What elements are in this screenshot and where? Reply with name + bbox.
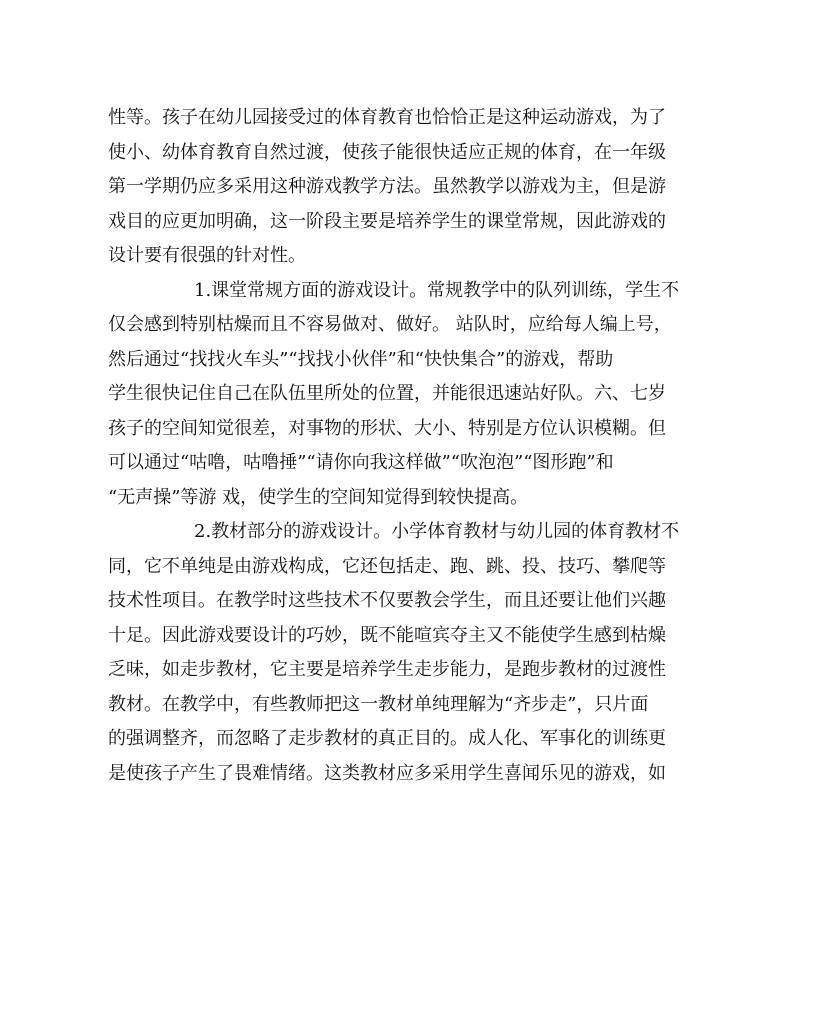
text-line: 教材。在教学中，有些教师把这一教材单纯理解为“齐步走”，只片面 (108, 693, 649, 715)
text-line: 学生很快记住自己在队伍里所处的位置，并能很迅速站好队。六、七岁 (108, 383, 666, 404)
text-line: “无声操”等游 戏，使学生的空间知觉得到较快提高。 (108, 486, 529, 508)
paragraph-3 (108, 515, 710, 791)
text-line: 的强调整齐，而忽略了走步教材的真正目的。成人化、军事化的训练更 (108, 728, 666, 749)
document-body (108, 101, 710, 791)
text-line: 技术性项目。在教学时这些技术不仅要教会学生，而且还要让他们兴趣 (108, 590, 666, 611)
text-line: 设计要有很强的针对性。 (108, 245, 306, 266)
text-line: 1.课堂常规方面的游戏设计。常规教学中的队列训练，学生不 (194, 279, 680, 301)
text-line: 然后通过“找找火车头”“找找小伙伴”和“快快集合”的游戏，帮助 (108, 348, 614, 370)
text-line: 戏目的应更加明确，这一阶段主要是培养学生的课堂常规，因此游戏的 (108, 210, 666, 232)
text-line: 是使孩子产生了畏难情绪。这类教材应多采用学生喜闻乐见的游戏，如 (108, 762, 666, 784)
text-line: 孩子的空间知觉很差，对事物的形状、大小、特别是方位认识模糊。但 (108, 417, 666, 439)
text-line: 第一学期仍应多采用这种游戏教学方法。虽然教学以游戏为主，但是游 (108, 176, 666, 197)
text-line: 2.教材部分的游戏设计。小学体育教材与幼儿园的体育教材不 (194, 521, 680, 542)
text-line: 使小、幼体育教育自然过渡，使孩子能很快适应正规的体育，在一年级 (108, 141, 666, 163)
text-line: 性等。孩子在幼儿园接受过的体育教育也恰恰正是这种运动游戏，为了 (108, 107, 666, 128)
text-line: 乏味，如走步教材，它主要是培养学生走步能力，是跑步教材的过渡性 (108, 659, 666, 680)
text-line: 十足。因此游戏要设计的巧妙，既不能喧宾夺主又不能使学生感到枯燥 (108, 624, 666, 646)
text-line: 同，它不单纯是由游戏构成，它还包括走、跑、跳、投、技巧、攀爬等 (108, 555, 666, 577)
paragraph-2 (108, 274, 710, 516)
text-line: 可以通过“咕噜，咕噜捶”“请你向我这样做”“吹泡泡”“图形跑”和 (108, 452, 614, 473)
text-line: 仅会感到特别枯燥而且不容易做对、做好。 站队时，应给每人编上号， (108, 314, 672, 335)
paragraph-1 (108, 101, 710, 274)
